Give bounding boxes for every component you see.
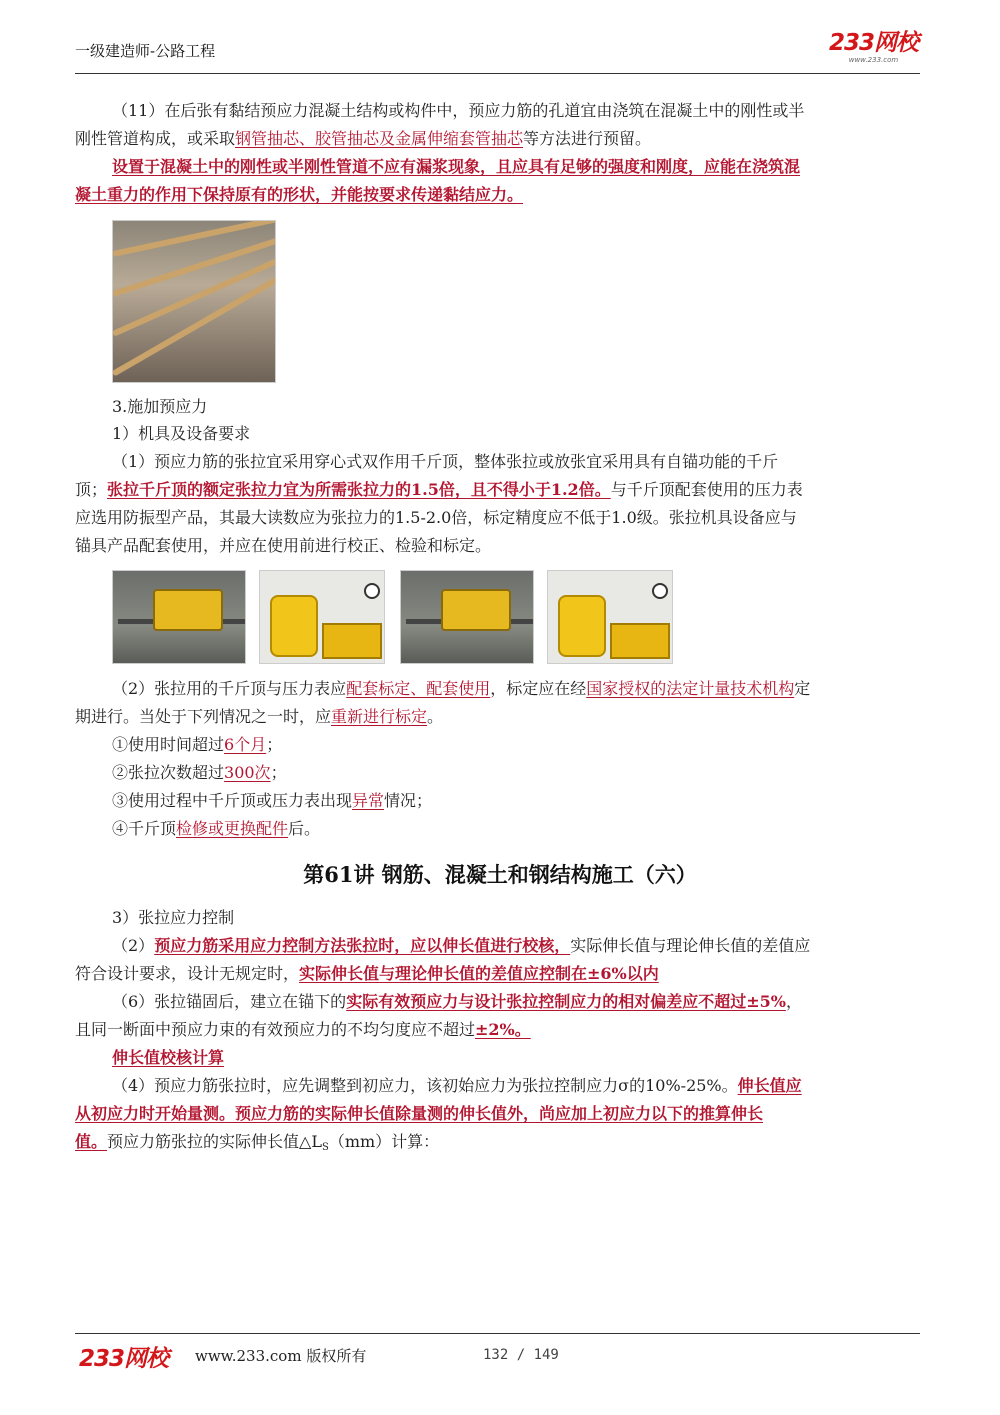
rebar-duct-photo [112,220,276,383]
header-title: 一级建造师-公路工程 [75,42,216,60]
p2-item2: ②张拉次数超过300次； [112,763,287,782]
section3-title: 3.施加预应力 [112,397,208,416]
cylinder-pump-photo-2 [547,570,673,664]
ctrl-p6-line1: （6）张拉锚固后，建立在锚下的实际有效预应力与设计张拉控制应力的相对偏差应不超过±5%， [112,992,802,1011]
highlight-text: 钢管抽芯、胶管抽芯及金属伸缩套管抽芯 [235,129,524,148]
p2-item4: ④千斤顶检修或更换配件后。 [112,819,321,838]
ctrl-p4-line2: 从初应力时开始量测。预应力筋的实际伸长值除量测的伸长值外，尚应加上初应力以下的推算伸长 [75,1104,764,1123]
jack-photo-1 [112,570,246,664]
logo-url: www.233.com [848,56,899,64]
p11-line3: 设置于混凝土中的刚性或半刚性管道不应有漏浆现象，且应具有足够的强度和刚度，应能在浇筑混 [112,157,801,176]
sec3-p1-line2: 顶；张拉千斤顶的额定张拉力宜为所需张拉力的1.5倍，且不得小于1.2倍。与千斤顶配套使用的压力表 [75,480,803,499]
page-header [75,32,920,74]
ctrl-p4-line1: （4）预应力筋张拉时，应先调整到初应力，该初始应力为张拉控制应力σ的10%-25%。伸长值应 [112,1076,802,1095]
p2-item1: ①使用时间超过6个月； [112,735,283,754]
ctrl-sub3: 3）张拉应力控制 [112,908,235,927]
ctrl-p6-line2: 且同一断面中预应力束的有效预应力的不均匀度应不超过±2%。 [75,1020,531,1039]
ctrl-p2-line1: （2）预应力筋采用应力控制方法张拉时，应以伸长值进行校核，实际伸长值与理论伸长值的差值应 [112,936,811,955]
footer-logo: 233网校 [79,1346,169,1372]
section3-sub1: 1）机具及设备要求 [112,424,251,443]
sec3-p1-line1: （1）预应力筋的张拉宜采用穿心式双作用千斤顶，整体张拉或放张宜采用具有自锚功能的千斤 [112,452,779,471]
sec3-p1-line3: 应选用防振型产品，其最大读数应为张拉力的1.5-2.0倍，标定精度应不低于1.0级。张拉机具设备应与 [75,508,797,527]
page-number: 132 / 149 [483,1347,559,1363]
chapter-title: 第61讲 钢筋、混凝土和钢结构施工（六） [303,862,697,887]
highlight-text: 张拉千斤顶的额定张拉力宜为所需张拉力的1.5倍，且不得小于1.2倍。 [107,480,611,499]
p2-line2: 期进行。当处于下列情况之一时，应重新进行标定。 [75,707,444,726]
logo-text: 233网校 [828,30,918,56]
footer-copyright: www.233.com 版权所有 [195,1347,367,1365]
cylinder-pump-photo-1 [259,570,385,664]
p11-line2: 刚性管道构成，或采取钢管抽芯、胶管抽芯及金属伸缩套管抽芯等方法进行预留。 [75,129,652,148]
page-footer [75,1333,920,1373]
brand-logo [829,30,918,64]
p11-line1: （11）在后张有黏结预应力混凝土结构或构件中，预应力筋的孔道宜由浇筑在混凝土中的刚性或半 [112,101,805,120]
ctrl-p4-line3: 值。预应力筋张拉的实际伸长值$\triangle L_S(mm)$计算： [75,1132,440,1153]
ctrl-p2-line2: 符合设计要求，设计无规定时，实际伸长值与理论伸长值的差值应控制在±6%以内 [75,964,659,983]
p11-line4: 凝土重力的作用下保持原有的形状，并能按要求传递黏结应力。 [75,185,524,204]
p2-item3: ③使用过程中千斤顶或压力表出现异常情况； [112,791,433,810]
p2-line1: （2）张拉用的千斤顶与压力表应配套标定、配套使用，标定应在经国家授权的法定计量技术机构定 [112,679,811,698]
sec3-p1-line4: 锚具产品配套使用，并应在使用前进行校正、检验和标定。 [75,536,492,555]
calc-title: 伸长值校核计算 [112,1048,225,1067]
jack-photo-2 [400,570,534,664]
